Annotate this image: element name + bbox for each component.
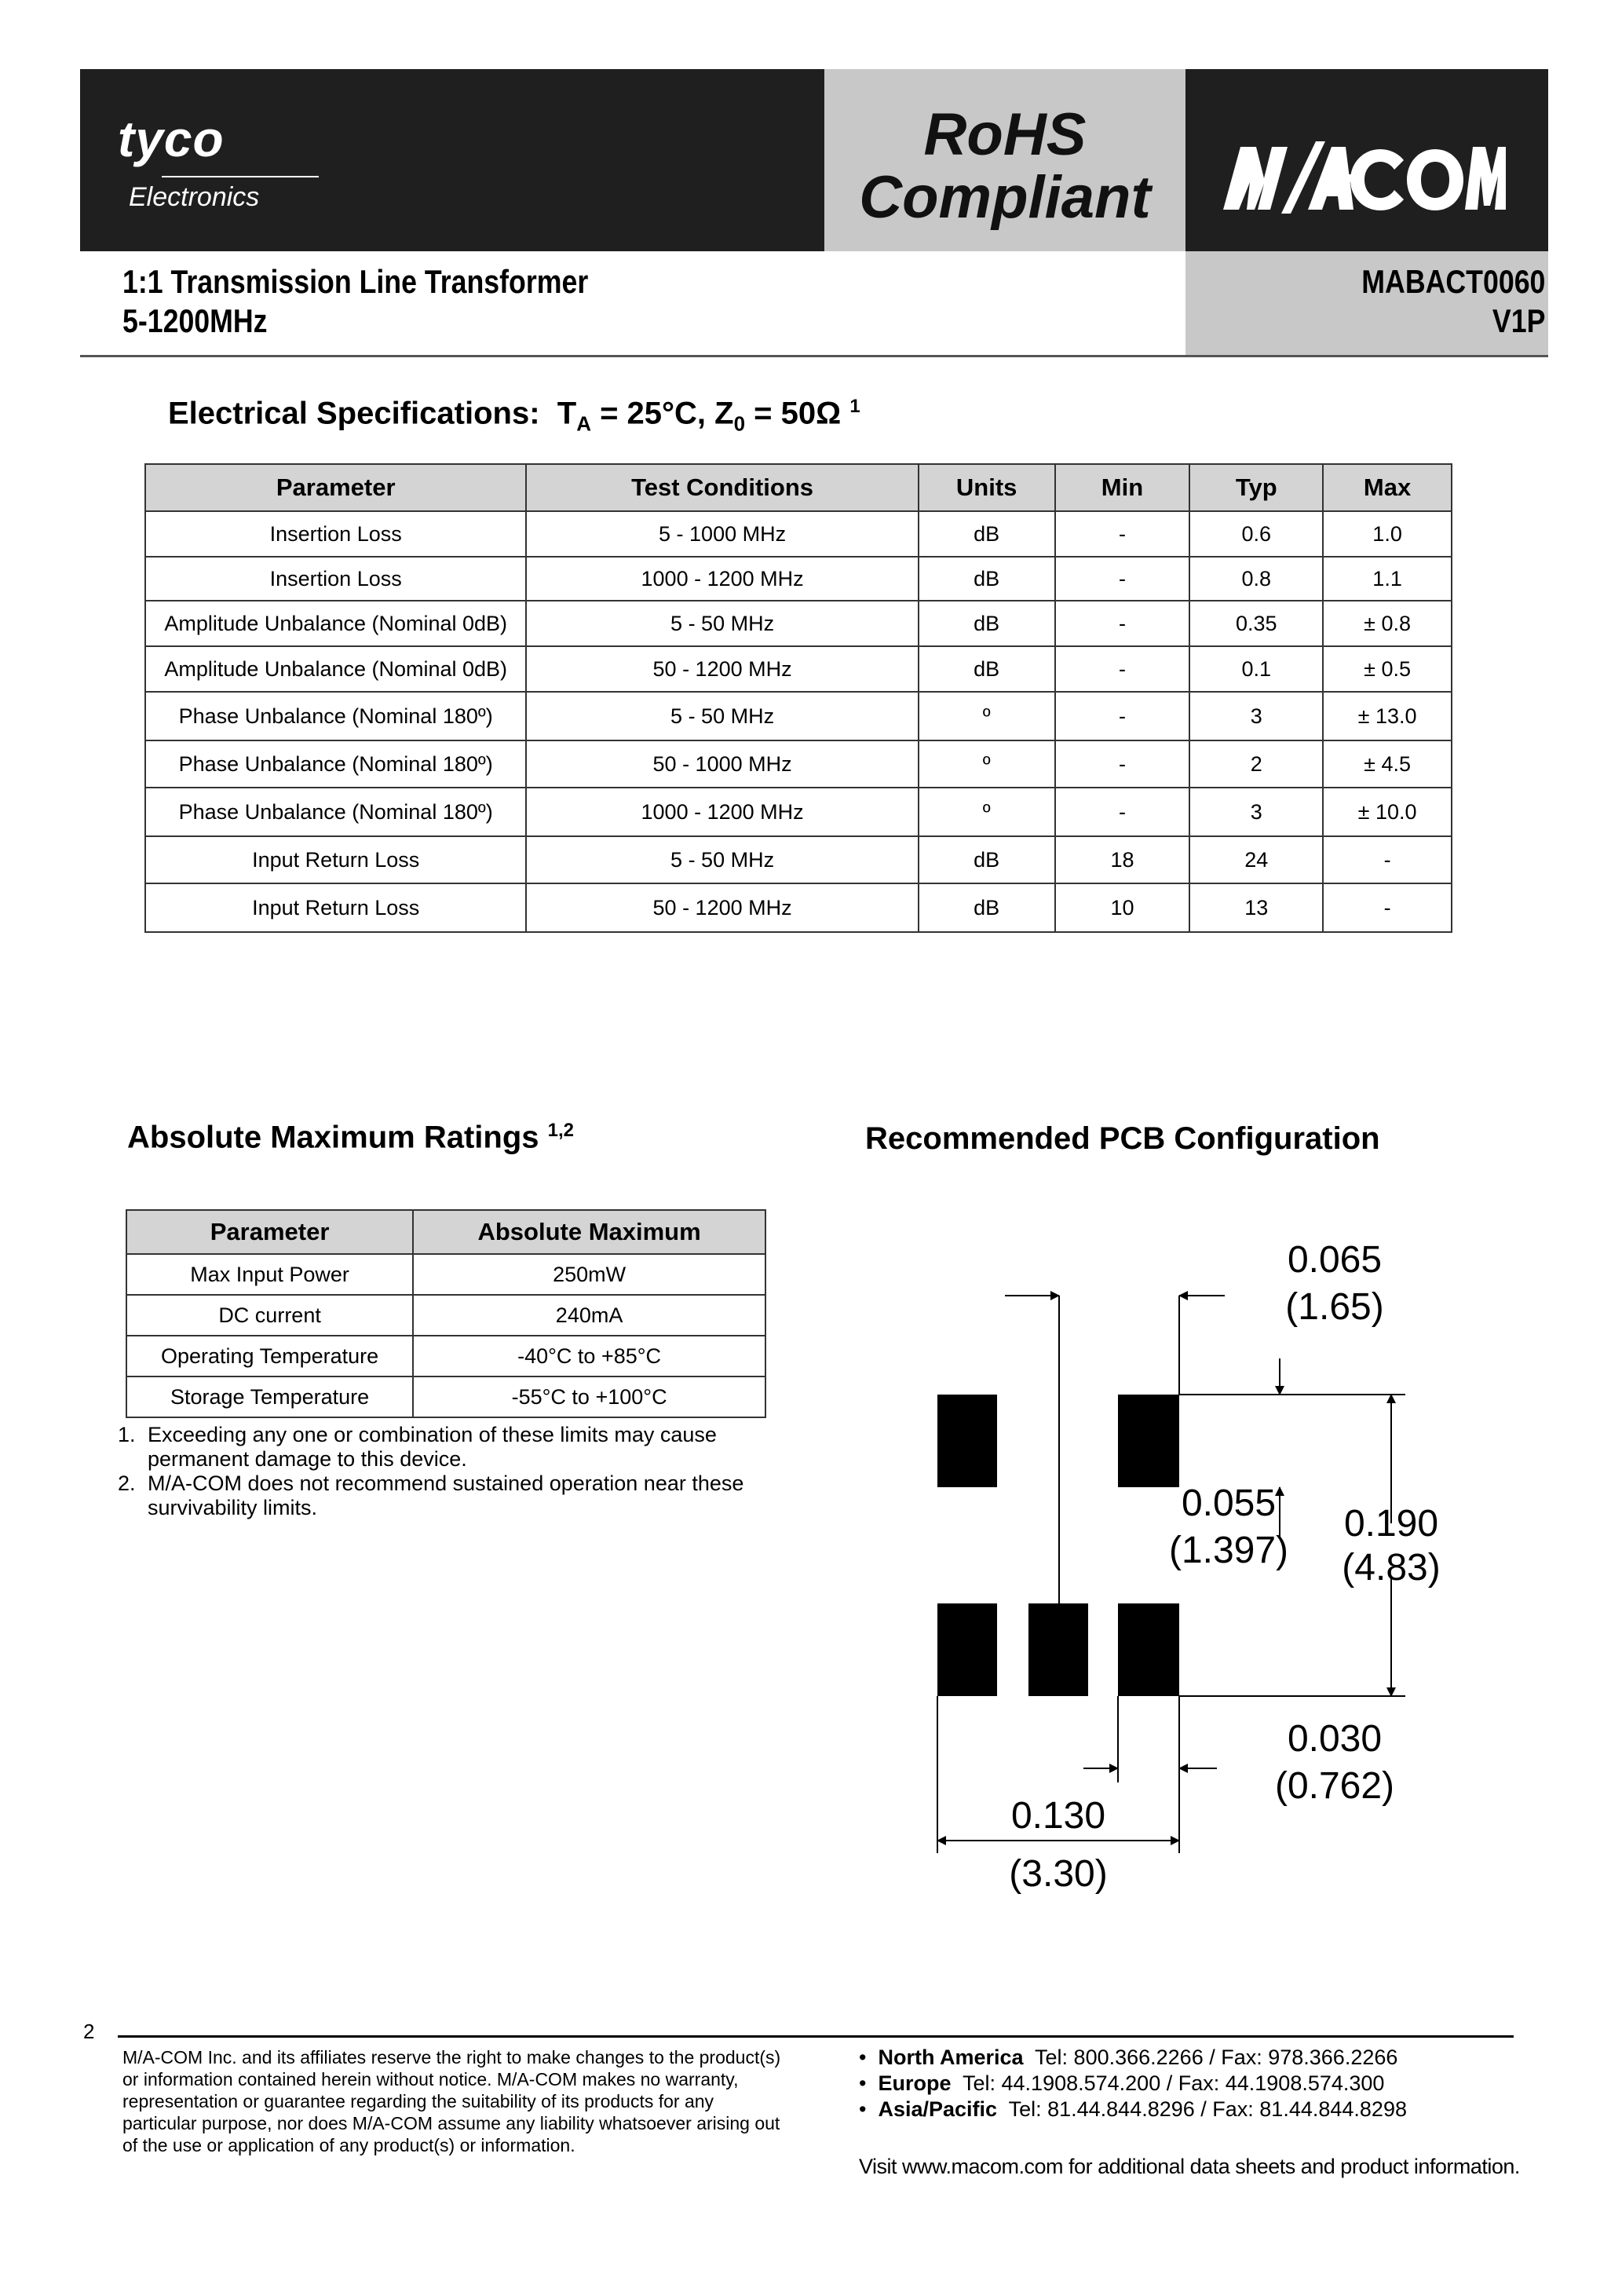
pcb-pad-bottom-left <box>937 1603 997 1696</box>
elec-col-header: Parameter <box>145 464 526 511</box>
tyco-logo-subtitle: Electronics <box>129 182 260 212</box>
contact-region: North America <box>878 2046 1024 2069</box>
table-cell: Phase Unbalance (Nominal 180º) <box>145 740 526 788</box>
elec-col-header: Max <box>1323 464 1452 511</box>
table-cell: - <box>1055 692 1190 740</box>
table-cell: 1000 - 1200 MHz <box>526 557 918 601</box>
dim-190-mm: (4.83) <box>1342 1547 1441 1589</box>
abs-col-header: Parameter <box>126 1210 413 1254</box>
table-row <box>126 1336 765 1377</box>
bullet-icon: • <box>859 2097 879 2121</box>
table-cell: º <box>919 788 1055 836</box>
dim-030-mm: (0.762) <box>1274 1765 1395 1807</box>
table-cell: ± 13.0 <box>1323 692 1452 740</box>
pcb-pad-top-left <box>937 1395 997 1487</box>
abs-max-table <box>126 1209 766 1418</box>
footer-visit-link[interactable]: Visit www.macom.com for additional data sheets and product information. <box>859 2155 1520 2178</box>
footer-disclaimer: M/A-COM Inc. and its affiliates reserve the right to make changes to the product(s) or information contained herein without notice. M/A-COM makes no warranty, representation or guarantee regarding the suitability of its products for any particular purpose, nor does M/A-COM assume any liability whatsoever arising out of the use or application of any product(s) or information. <box>122 2047 781 2155</box>
rohs-badge <box>824 101 1185 231</box>
electrical-specs-heading: Electrical Specifications: $T_A = 25^\circ C$, $Z_0 = 50\Omega$ $^1$ <box>168 396 860 436</box>
dim-065-mm: (1.65) <box>1285 1286 1384 1328</box>
header-rule <box>80 355 1548 357</box>
elec-col-header: Min <box>1055 464 1190 511</box>
table-cell: 3 <box>1189 788 1323 836</box>
note-item <box>118 1472 769 1520</box>
table-row <box>126 1295 765 1336</box>
contact-row <box>859 2071 1407 2097</box>
dim-055-mm: (1.397) <box>1168 1530 1289 1571</box>
contact-info: Tel: 81.44.844.8296 / Fax: 81.44.844.8298 <box>1008 2097 1407 2121</box>
note-text: M/A-COM does not recommend sustained operation near these survivability limits. <box>148 1472 744 1519</box>
table-cell: 50 - 1000 MHz <box>526 740 918 788</box>
table-cell: dB <box>919 883 1055 932</box>
table-cell: - <box>1055 740 1190 788</box>
table-cell: 50 - 1200 MHz <box>526 883 918 932</box>
pcb-diagram <box>911 1241 1476 1916</box>
footer-rule <box>118 2035 1514 2038</box>
table-cell: 13 <box>1189 883 1323 932</box>
tyco-logo: tyco <box>118 111 225 167</box>
table-cell: dB <box>919 601 1055 646</box>
table-cell: 3 <box>1189 692 1323 740</box>
pcb-heading: Recommended PCB Configuration <box>865 1121 1380 1156</box>
bullet-icon: • <box>859 2046 879 2069</box>
contact-region: Europe <box>878 2071 952 2095</box>
note-number: 2. <box>118 1472 136 1495</box>
note-number: 1. <box>118 1423 136 1446</box>
table-cell: 0.1 <box>1189 646 1323 692</box>
table-row <box>145 883 1452 932</box>
table-cell: 5 - 50 MHz <box>526 692 918 740</box>
page-number: 2 <box>83 2020 95 2043</box>
table-cell: dB <box>919 557 1055 601</box>
table-cell: - <box>1323 883 1452 932</box>
pcb-pad-bottom-right <box>1118 1603 1179 1696</box>
dim-065-in: 0.065 <box>1287 1241 1383 1281</box>
table-cell: 24 <box>1189 836 1323 883</box>
table-cell: Amplitude Unbalance (Nominal 0dB) <box>145 646 526 692</box>
table-row <box>145 740 1452 788</box>
table-cell: 1.0 <box>1323 511 1452 557</box>
table-cell: ± 4.5 <box>1323 740 1452 788</box>
electrical-specs-table <box>144 463 1452 933</box>
table-cell: Operating Temperature <box>126 1336 413 1377</box>
table-cell: - <box>1055 601 1190 646</box>
table-row <box>126 1377 765 1417</box>
table-cell: 0.6 <box>1189 511 1323 557</box>
table-cell: - <box>1055 788 1190 836</box>
contact-info: Tel: 800.366.2266 / Fax: 978.366.2266 <box>1035 2046 1398 2069</box>
dim-130-in: 0.130 <box>1010 1795 1106 1837</box>
contact-region: Asia/Pacific <box>878 2097 998 2121</box>
table-cell: Insertion Loss <box>145 511 526 557</box>
table-cell: dB <box>919 646 1055 692</box>
table-cell: - <box>1055 646 1190 692</box>
elec-col-header: Test Conditions <box>526 464 918 511</box>
table-cell: 1000 - 1200 MHz <box>526 788 918 836</box>
table-cell: -55°C to +100°C <box>413 1377 765 1417</box>
table-cell: - <box>1055 557 1190 601</box>
table-cell: ± 0.5 <box>1323 646 1452 692</box>
table-row <box>145 692 1452 740</box>
table-cell: 250mW <box>413 1254 765 1295</box>
table-cell: 10 <box>1055 883 1190 932</box>
note-text: Exceeding any one or combination of these limits may cause permanent damage to this device. <box>148 1423 717 1471</box>
table-cell: -40°C to +85°C <box>413 1336 765 1377</box>
pcb-pad-bottom-center <box>1028 1603 1088 1696</box>
table-cell: Phase Unbalance (Nominal 180º) <box>145 692 526 740</box>
dim-055-in: 0.055 <box>1181 1483 1277 1524</box>
table-cell: 0.35 <box>1189 601 1323 646</box>
table-cell: 18 <box>1055 836 1190 883</box>
contact-row <box>859 2045 1407 2071</box>
table-cell: 5 - 50 MHz <box>526 836 918 883</box>
table-cell: Insertion Loss <box>145 557 526 601</box>
table-cell: 0.8 <box>1189 557 1323 601</box>
table-cell: 240mA <box>413 1295 765 1336</box>
product-title-line1: 1:1 Transmission Line Transformer <box>122 263 589 300</box>
pcb-pad-top-right <box>1118 1395 1179 1487</box>
table-cell: 50 - 1200 MHz <box>526 646 918 692</box>
contact-info: Tel: 44.1908.574.200 / Fax: 44.1908.574.300 <box>963 2071 1385 2095</box>
table-cell: 2 <box>1189 740 1323 788</box>
tyco-logo-underline <box>162 176 319 177</box>
table-row <box>145 646 1452 692</box>
dim-130-mm: (3.30) <box>1009 1853 1108 1895</box>
product-title <box>122 262 588 341</box>
table-cell: dB <box>919 836 1055 883</box>
version-value: V1P <box>1492 302 1545 339</box>
table-row <box>145 836 1452 883</box>
note-item <box>118 1423 769 1472</box>
contact-row <box>859 2097 1407 2122</box>
table-row <box>145 601 1452 646</box>
abs-max-heading: Absolute Maximum Ratings $^{1,2}$ <box>127 1120 574 1155</box>
table-cell: 5 - 1000 MHz <box>526 511 918 557</box>
table-cell: º <box>919 740 1055 788</box>
table-cell: 5 - 50 MHz <box>526 601 918 646</box>
table-cell: Input Return Loss <box>145 836 526 883</box>
macom-logo <box>1215 135 1506 221</box>
abs-col-header: Absolute Maximum <box>413 1210 765 1254</box>
table-cell: Max Input Power <box>126 1254 413 1295</box>
elec-col-header: Units <box>919 464 1055 511</box>
table-row <box>126 1254 765 1295</box>
table-cell: ± 10.0 <box>1323 788 1452 836</box>
table-cell: º <box>919 692 1055 740</box>
table-cell: DC current <box>126 1295 413 1336</box>
table-cell: Storage Temperature <box>126 1377 413 1417</box>
footer-contacts <box>859 2045 1407 2122</box>
rohs-line2: Compliant <box>859 164 1151 231</box>
product-title-line2: 5-1200MHz <box>122 302 268 339</box>
table-cell: - <box>1323 836 1452 883</box>
table-cell: ± 0.8 <box>1323 601 1452 646</box>
dim-030-in: 0.030 <box>1287 1718 1383 1760</box>
table-cell: Input Return Loss <box>145 883 526 932</box>
table-cell: Amplitude Unbalance (Nominal 0dB) <box>145 601 526 646</box>
part-number-value: MABACT0060 <box>1361 263 1545 300</box>
part-number <box>1361 262 1545 341</box>
table-cell: - <box>1055 511 1190 557</box>
elec-col-header: Typ <box>1189 464 1323 511</box>
table-row <box>145 511 1452 557</box>
table-cell: Phase Unbalance (Nominal 180º) <box>145 788 526 836</box>
rohs-line1: RoHS <box>923 101 1087 168</box>
table-cell: 1.1 <box>1323 557 1452 601</box>
table-row <box>145 557 1452 601</box>
dim-190-in: 0.190 <box>1343 1503 1439 1545</box>
table-row <box>145 788 1452 836</box>
bullet-icon: • <box>859 2071 879 2095</box>
abs-max-notes <box>118 1423 769 1520</box>
table-cell: dB <box>919 511 1055 557</box>
